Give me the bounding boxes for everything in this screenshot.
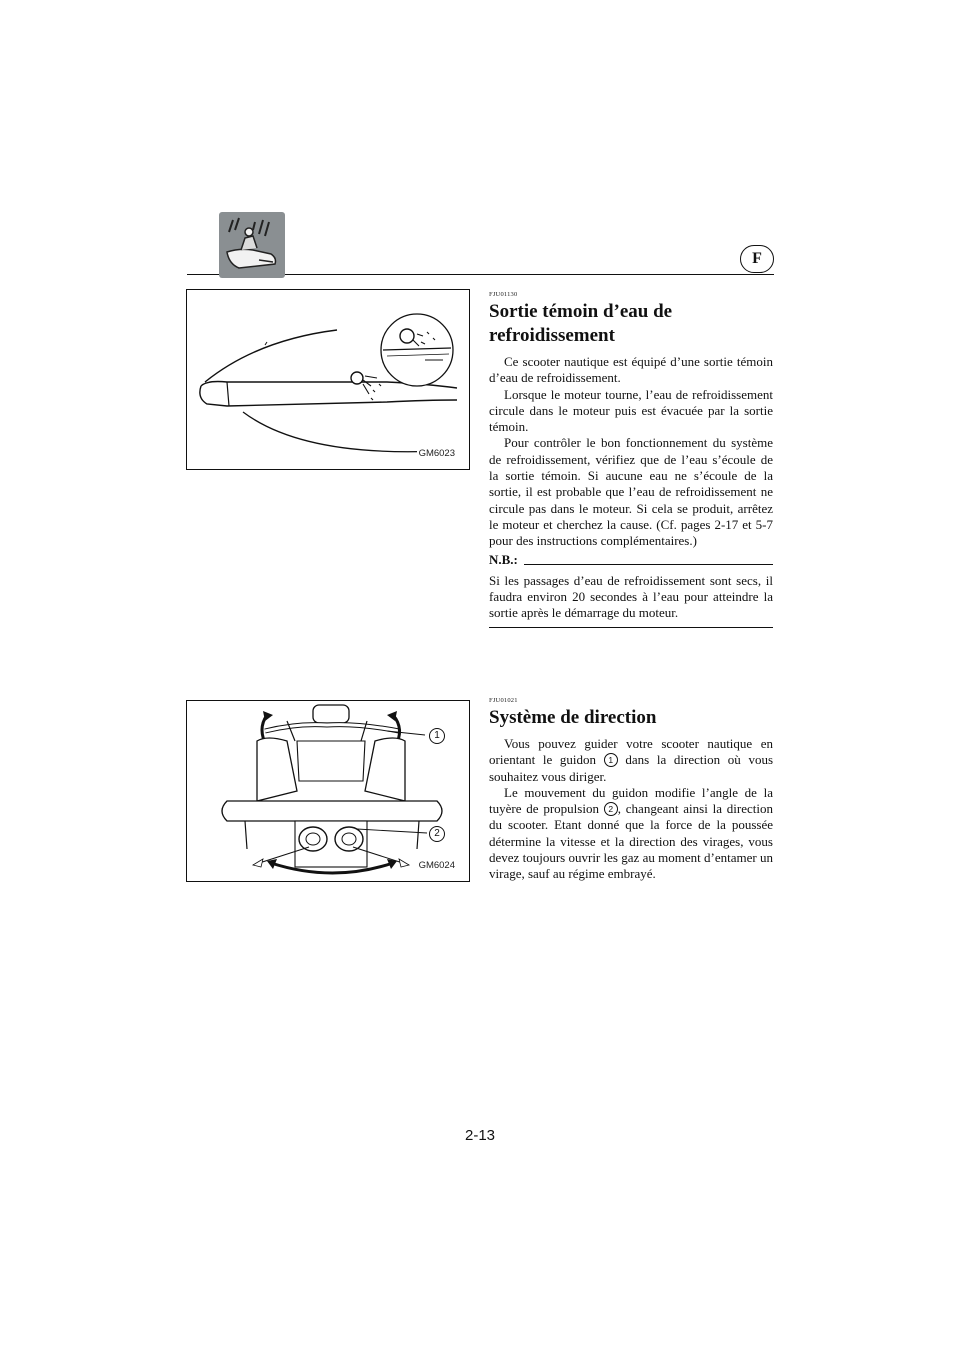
figure-code: GM6024	[418, 860, 455, 871]
text-run: Le mouvement du guidon modifie l’angle de la tuyère de propulsion	[489, 784, 773, 817]
note-text: Si les passages d’eau de refroidissement sont secs, il faudra environ 20 secondes à l’eau pour atteindre la sortie après le démarrage du moteur.	[489, 573, 773, 629]
text-run: dans la direction où vous souhaitez vous diriger.	[489, 752, 773, 784]
section-title: Système de direction	[489, 707, 657, 728]
note-header	[489, 552, 773, 568]
note-rule	[524, 564, 773, 565]
text-run: Vous pouvez guider votre scooter nautique en orientant le guidon	[489, 736, 773, 768]
cooling-water-outlet-figure	[186, 289, 470, 470]
note-label: N.B.:	[489, 551, 518, 567]
section-code: FJU01021	[489, 697, 518, 704]
paragraph: Pour contrôler le bon fonctionnement du système de refroidissement, vérifiez que de l’eau s’écoule de la sortie témoin. Si aucune eau ne s’écoule de la sortie, il est probable que l’eau de refroidissement ne circule pas dans le moteur. Si cela se produit, arrêtez le moteur et cherchez la cause. (Cf. pages 2-17 et 5-7 pour des instructions complémentaires.)	[489, 435, 773, 549]
language-badge: F	[740, 245, 774, 273]
section-code: FJU01130	[489, 291, 518, 298]
page-number: 2-13	[464, 1127, 496, 1144]
steering-system-figure	[186, 700, 470, 882]
figure-code: GM6023	[418, 448, 455, 459]
paragraph	[489, 736, 773, 785]
paragraph: Lorsque le moteur tourne, l’eau de refroidissement circule dans le moteur puis est évacuée par la sortie témoin.	[489, 386, 773, 435]
section-title: Sortie témoin d’eau de refroidissement	[489, 301, 673, 346]
section-cooling-water	[489, 291, 773, 628]
text-run: , changeant ainsi la direction du scooter. Etant donné que la force de la poussée détermine la vitesse et la direction des virages, vous devez toujours ouvrir les gaz au moment d’entamer un virage, sauf au régime embrayé.	[489, 801, 773, 882]
callout-ref-2: 2	[604, 802, 618, 816]
callout-ref-1: 1	[604, 753, 618, 767]
paragraph: Ce scooter nautique est équipé d’une sortie témoin d’eau de refroidissement.	[489, 354, 773, 386]
watercraft-rider-icon	[219, 212, 285, 278]
callout-1: 1	[429, 728, 445, 744]
section-steering-system	[489, 697, 773, 883]
callout-2: 2	[429, 826, 445, 842]
paragraph	[489, 785, 773, 883]
